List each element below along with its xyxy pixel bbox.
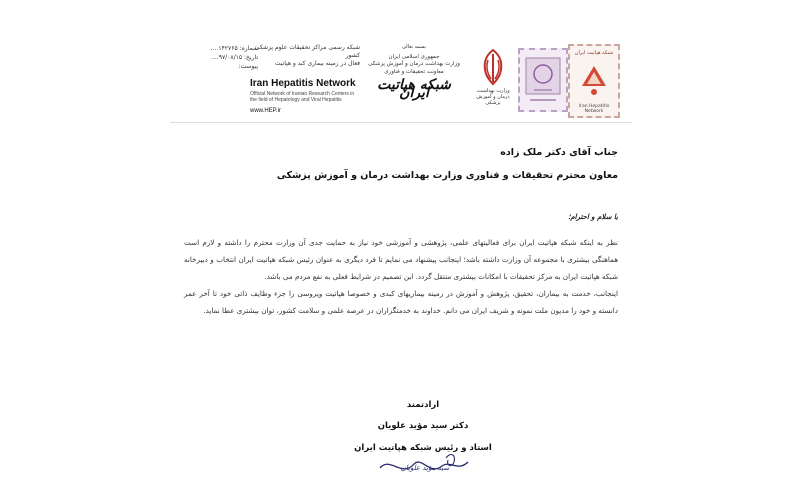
addressee-title: معاون محترم تحقیقات و فناوری وزارت بهداشت درمان و آموزش پزشکی: [276, 170, 618, 181]
body-paragraph-2: اینجانب، خدمت به بیماران، تحقیق، پژوهش و آموزش در زمینه بیماریهای کبدی و خصوصا هپاتیت ویروسی را جزء وظایف ذاتی خود تا آخر عمر دانسته و خود را مدیون ملت نمونه و شریف ایران می دانم. خداوند به خدمتگزاران در عرصه علمی و سلامت کشور، توان بیشتری عطا نماید.: [184, 289, 618, 315]
closing: ارادتمند: [406, 400, 440, 410]
bismillah: بسمه تعالی: [401, 44, 427, 50]
signer-name: دکتر سید مؤید علویان: [377, 421, 469, 431]
addressee-name: جناب آقای دکتر ملک زاده: [500, 147, 618, 158]
emblem-caption: وزارت بهداشت، درمان و آموزش پزشکی: [476, 88, 510, 106]
letter-attachment: پیوست:: [238, 63, 258, 70]
ministry-line1: جمهوری اسلامی ایران: [388, 53, 440, 60]
iran-emblem: [470, 46, 516, 110]
letter-body: [184, 234, 618, 319]
stamp-icon: [520, 50, 566, 110]
network-fa-line2: فعال در زمینه بیماری کبد و هپاتیت: [274, 60, 360, 67]
network-stamp-title: شبکه هپاتیت ایران: [574, 50, 614, 56]
letter-number: شماره: ۱۴۲۷۶۵....: [210, 45, 258, 52]
network-subtitle-en: Official Network of Iranian Research Centers in the field of Hepatology and Viral Hepatitis: [250, 91, 355, 103]
network-fa-line1: شبکه رسمی مراکز تحقیقات علوم پزشکی کشور: [254, 44, 360, 59]
handwritten-signature: [376, 448, 472, 484]
letterhead: [170, 22, 632, 122]
greeting: با سلام و احترام؛: [568, 213, 618, 221]
header-divider: [170, 122, 632, 123]
ministry-line3: معاونت تحقیقات و فناوری: [384, 68, 444, 75]
body-paragraph-1: نظر به اینکه شبکه هپاتیت ایران برای فعالیتهای علمی، پژوهشی و آموزشی خود نیاز به حمایت جدی آن وزارت محترم را داشته و لازم است هماهنگی بیشتری با مجموعه آن وزارت داشته باشد؛ اینجانب پیشنهاد می نمایم تا فرد دیگری به عنوان رئیس شبکه هپاتیت ایران انتخاب و دبیرخانه شبکه هپاتیت ایران به مرکز تحقیقات با امکانات بیشتری منتقل گردد. این تصمیم در شرایط فعلی به نفع مردم می باشد.: [184, 238, 618, 281]
iran-emblem-icon: [470, 46, 516, 88]
network-block: [250, 44, 360, 114]
signer-title: استاد و رئیس شبکه هپاتیت ایران: [354, 443, 492, 453]
letter-meta: [186, 44, 258, 71]
ministry-line2: وزارت بهداشت درمان و آموزش پزشکی: [368, 61, 460, 67]
letter-date: تاریخ: ۹۷/۰۸/۱۵....: [211, 54, 258, 61]
signature-text: سید مؤید علویان: [400, 464, 450, 472]
network-url: www.HEP.ir: [250, 108, 281, 114]
network-name-en: Iran Hepatitis Network: [250, 78, 356, 89]
hepatitis-network-logotype: شبکه هپاتیت ایران: [377, 77, 451, 101]
network-stamp-caption: Iran Hepatitis Network: [578, 104, 610, 114]
letter-page: [170, 0, 632, 499]
ministry-block: [366, 44, 462, 101]
network-stamp: [568, 44, 620, 118]
postage-stamp: [518, 48, 568, 112]
